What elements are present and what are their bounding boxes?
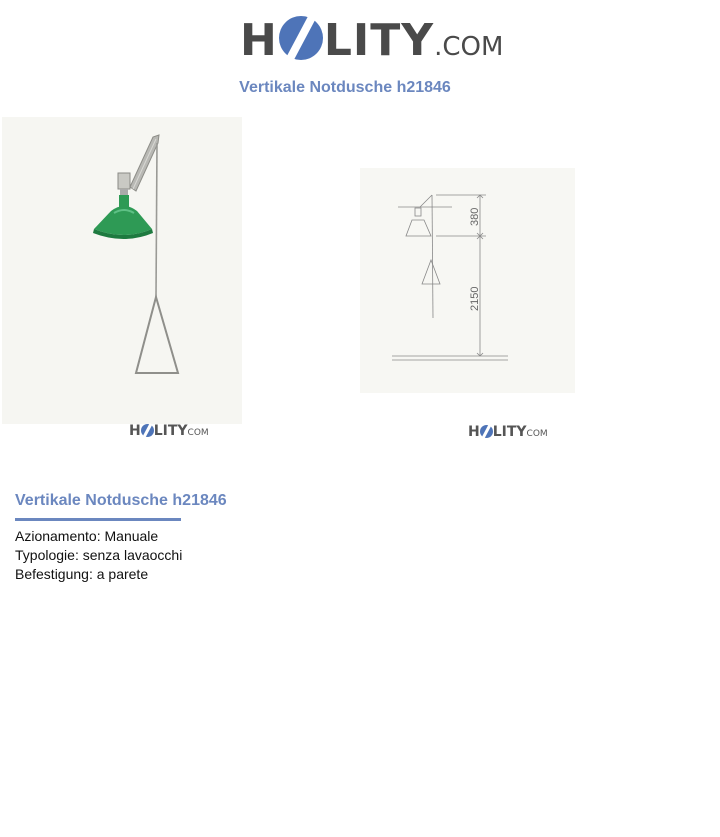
logo-brand-pre: H (240, 15, 278, 66)
section-divider (15, 518, 181, 521)
watermark-domain: COM (187, 428, 209, 438)
watermark-brand-post: LITY (492, 424, 527, 440)
watermark-brand-post: LITY (153, 423, 188, 439)
spec-label: Azionamento (15, 528, 97, 544)
page-title: Vertikale Notdusche h21846 (239, 79, 451, 96)
watermark-brand-pre: H (468, 424, 480, 440)
spec-row-mounting: Befestigung: a parete (15, 566, 149, 582)
product-photo (2, 117, 242, 424)
watermark-o-icon (141, 424, 154, 437)
emergency-shower-image (2, 117, 242, 424)
spec-row-actuation: Azionamento: Manuale (15, 528, 159, 544)
holity-logo[interactable] (240, 12, 504, 68)
logo-o-icon (279, 16, 323, 60)
watermark-logo-left (129, 423, 209, 441)
spec-row-type: Typologie: senza lavaocchi (15, 547, 183, 563)
technical-drawing-svg (360, 168, 575, 393)
watermark-logo-right (468, 424, 548, 442)
technical-drawing (360, 168, 575, 393)
logo-domain: .COM (434, 32, 504, 62)
spec-value: Manuale (104, 528, 159, 544)
spec-label: Befestigung (15, 566, 89, 582)
section-title: Vertikale Notdusche h21846 (15, 492, 227, 509)
spec-label: Typologie (15, 547, 75, 563)
watermark-domain: COM (526, 429, 548, 439)
watermark-o-icon (480, 425, 493, 438)
dimension-lower: 2150 (469, 286, 481, 311)
watermark-brand-pre: H (129, 423, 141, 439)
dimension-upper: 380 (469, 207, 481, 226)
spec-value: senza lavaocchi (82, 547, 183, 563)
spec-value: a parete (96, 566, 149, 582)
logo-brand-post: LITY (323, 15, 435, 66)
